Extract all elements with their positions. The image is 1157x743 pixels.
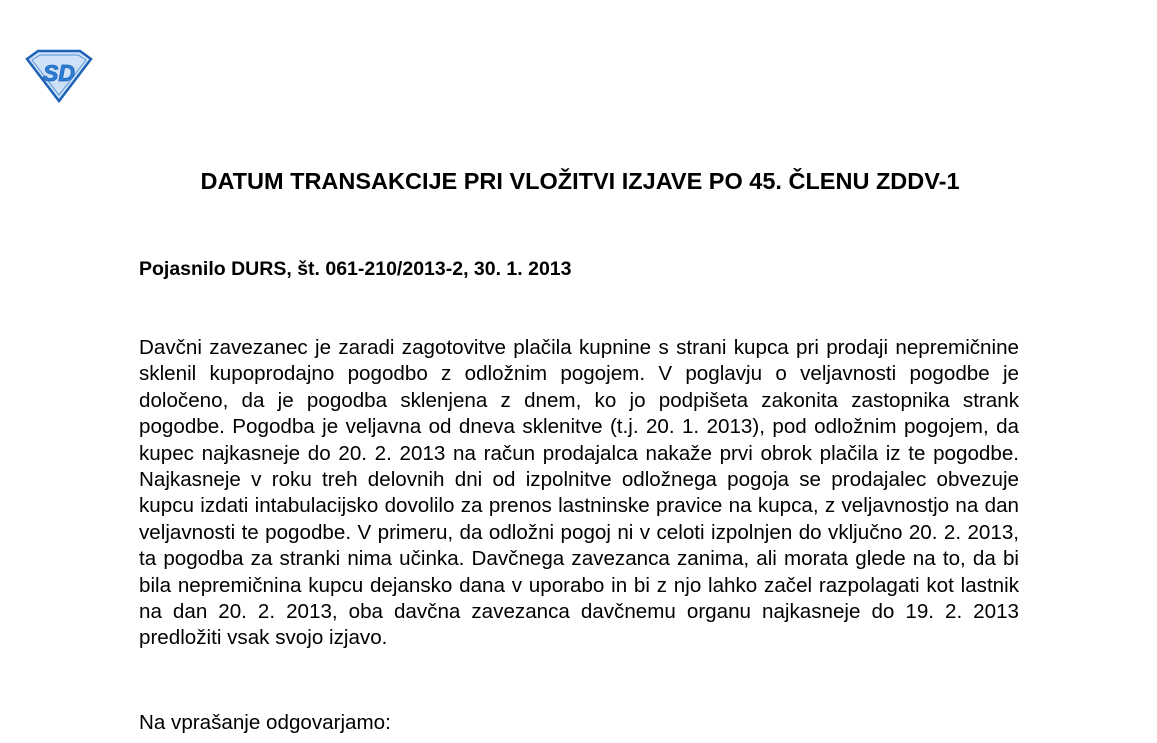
document-subtitle: Pojasnilo DURS, št. 061-210/2013-2, 30. 1. 2013 bbox=[139, 258, 572, 280]
document-title: DATUM TRANSAKCIJE PRI VLOŽITVI IZJAVE PO 45. ČLENU ZDDV-1 bbox=[200, 168, 960, 194]
company-logo bbox=[22, 48, 96, 104]
logo-lettering: SD bbox=[43, 60, 75, 86]
shield-logo-icon bbox=[22, 48, 96, 104]
answer-lead-text: Na vprašanje odgovarjamo: bbox=[139, 711, 391, 734]
question-paragraph: Davčni zavezanec je zaradi zagotovitve plačila kupnine s strani kupca pri prodaji nepremičnine sklenil kupoprodajno pogodbo z odložnim pogojem. V poglavju o veljavnosti pogodbe je določeno, da je pogodba sklenjena z dnem, ko jo podpišeta zakonita zastopnika strank pogodbe. Pogodba je veljavna od dneva sklenitve (t.j. 20. 1. 2013), pod odložnim pogojem, da kupec najkasneje do 20. 2. 2013 na račun prodajalca nakaže prvi obrok plačila iz te pogodbe. Najkasneje v roku treh delovnih dni od izpolnitve odložnega pogoja se prodajalec obvezuje kupcu izdati intabulacijsko dovolilo za prenos lastninske pravice na kupca, z veljavnostjo na dan veljavnosti te pogodbe. V primeru, da odložni pogoj ni v celoti izpolnjen do vključno 20. 2. 2013, ta pogodba za stranki nima učinka. Davčnega zavezanca zanima, ali morata glede na to, da bi bila nepremičnina kupcu dejansko dana v uporabo in bi z njo lahko začel razpolagati kot lastnik na dan 20. 2. 2013, oba davčna zavezanca davčnemu organu najkasneje do 19. 2. 2013 predložiti vsak svojo izjavo. bbox=[139, 336, 1019, 650]
